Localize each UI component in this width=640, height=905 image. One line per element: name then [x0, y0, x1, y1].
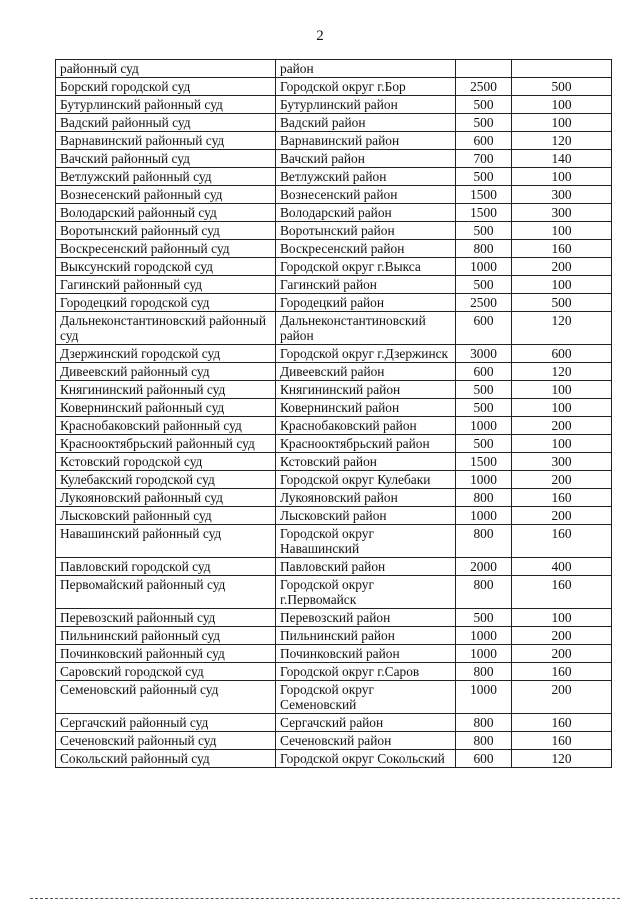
value-a-cell: 800: [456, 576, 512, 609]
court-cell: Вадский районный суд: [56, 114, 276, 132]
court-cell: Кулебакский городской суд: [56, 471, 276, 489]
value-b-cell: 300: [512, 186, 612, 204]
value-b-cell: 100: [512, 399, 612, 417]
value-b-cell: 200: [512, 627, 612, 645]
table-row: [56, 186, 612, 204]
value-b-cell: 300: [512, 204, 612, 222]
value-a-cell: 500: [456, 276, 512, 294]
court-cell: Городецкий городской суд: [56, 294, 276, 312]
value-b-cell: 200: [512, 645, 612, 663]
table-row: [56, 399, 612, 417]
court-cell: Варнавинский районный суд: [56, 132, 276, 150]
court-cell: Гагинский районный суд: [56, 276, 276, 294]
value-a-cell: 2000: [456, 558, 512, 576]
table-row: [56, 132, 612, 150]
value-a-cell: 800: [456, 240, 512, 258]
value-b-cell: 100: [512, 168, 612, 186]
table-row: [56, 732, 612, 750]
table-row: [56, 627, 612, 645]
value-b-cell: 160: [512, 732, 612, 750]
value-a-cell: 700: [456, 150, 512, 168]
table-row: [56, 276, 612, 294]
territory-cell: Воротынский район: [276, 222, 456, 240]
table-row: [56, 363, 612, 381]
territory-cell: Воскресенский район: [276, 240, 456, 258]
value-a-cell: 1000: [456, 627, 512, 645]
page-number: 2: [316, 28, 324, 44]
territory-cell: Перевозский район: [276, 609, 456, 627]
value-b-cell: [512, 60, 612, 78]
value-b-cell: 200: [512, 471, 612, 489]
value-a-cell: 600: [456, 312, 512, 345]
court-cell: Починковский районный суд: [56, 645, 276, 663]
territory-cell: Пильнинский район: [276, 627, 456, 645]
table-row: [56, 150, 612, 168]
value-a-cell: 800: [456, 714, 512, 732]
value-b-cell: 120: [512, 312, 612, 345]
value-a-cell: 1000: [456, 258, 512, 276]
table-row: [56, 558, 612, 576]
court-cell: Воротынский районный суд: [56, 222, 276, 240]
value-a-cell: 1000: [456, 507, 512, 525]
territory-cell: Сеченовский район: [276, 732, 456, 750]
value-a-cell: 3000: [456, 345, 512, 363]
value-b-cell: 120: [512, 132, 612, 150]
value-b-cell: 600: [512, 345, 612, 363]
value-b-cell: 160: [512, 663, 612, 681]
court-cell: Вознесенский районный суд: [56, 186, 276, 204]
table-row: [56, 381, 612, 399]
table-row: [56, 471, 612, 489]
courts-table: [55, 59, 612, 768]
table-row: [56, 525, 612, 558]
territory-cell: Городской округ Кулебаки: [276, 471, 456, 489]
court-cell: Княгининский районный суд: [56, 381, 276, 399]
value-b-cell: 100: [512, 222, 612, 240]
value-a-cell: 2500: [456, 78, 512, 96]
value-a-cell: 600: [456, 750, 512, 768]
value-a-cell: 1500: [456, 186, 512, 204]
court-cell: Кстовский городской суд: [56, 453, 276, 471]
table-row: [56, 645, 612, 663]
territory-cell: Городской округ г.Бор: [276, 78, 456, 96]
table-row: [56, 453, 612, 471]
territory-cell: Володарский район: [276, 204, 456, 222]
territory-cell: Городской округ г.Саров: [276, 663, 456, 681]
value-b-cell: 160: [512, 714, 612, 732]
territory-cell: Варнавинский район: [276, 132, 456, 150]
table-row: [56, 258, 612, 276]
value-b-cell: 120: [512, 750, 612, 768]
court-cell: Дивеевский районный суд: [56, 363, 276, 381]
table-row: [56, 96, 612, 114]
territory-cell: район: [276, 60, 456, 78]
value-a-cell: 500: [456, 435, 512, 453]
territory-cell: Кстовский район: [276, 453, 456, 471]
value-a-cell: [456, 60, 512, 78]
table-row: [56, 663, 612, 681]
value-a-cell: 800: [456, 663, 512, 681]
table-row: [56, 204, 612, 222]
territory-cell: Городской округ г.Первомайск: [276, 576, 456, 609]
territory-cell: Ковернинский район: [276, 399, 456, 417]
territory-cell: Городской округ г.Дзержинск: [276, 345, 456, 363]
table-row: [56, 114, 612, 132]
court-cell: Воскресенский районный суд: [56, 240, 276, 258]
value-b-cell: 160: [512, 240, 612, 258]
value-a-cell: 1500: [456, 453, 512, 471]
court-cell: Ковернинский районный суд: [56, 399, 276, 417]
table-row: [56, 609, 612, 627]
table-row: [56, 750, 612, 768]
value-a-cell: 500: [456, 609, 512, 627]
value-b-cell: 100: [512, 609, 612, 627]
territory-cell: Лысковский район: [276, 507, 456, 525]
territory-cell: Городской округ Навашинский: [276, 525, 456, 558]
value-a-cell: 800: [456, 525, 512, 558]
value-b-cell: 200: [512, 417, 612, 435]
territory-cell: Дальнеконстантиновский район: [276, 312, 456, 345]
court-cell: районный суд: [56, 60, 276, 78]
value-b-cell: 100: [512, 381, 612, 399]
court-cell: Сергачский районный суд: [56, 714, 276, 732]
value-b-cell: 300: [512, 453, 612, 471]
value-a-cell: 1000: [456, 417, 512, 435]
court-cell: Навашинский районный суд: [56, 525, 276, 558]
table-row: [56, 78, 612, 96]
value-b-cell: 200: [512, 258, 612, 276]
table-row: [56, 168, 612, 186]
value-b-cell: 500: [512, 294, 612, 312]
territory-cell: Вачский район: [276, 150, 456, 168]
value-a-cell: 600: [456, 132, 512, 150]
value-a-cell: 800: [456, 732, 512, 750]
value-a-cell: 1000: [456, 681, 512, 714]
value-a-cell: 500: [456, 168, 512, 186]
table-row: [56, 240, 612, 258]
court-cell: Дзержинский городской суд: [56, 345, 276, 363]
table-row: [56, 489, 612, 507]
court-cell: Лукояновский районный суд: [56, 489, 276, 507]
value-a-cell: 500: [456, 114, 512, 132]
territory-cell: Павловский район: [276, 558, 456, 576]
value-b-cell: 100: [512, 96, 612, 114]
table-row: [56, 681, 612, 714]
value-a-cell: 500: [456, 222, 512, 240]
court-cell: Перевозский районный суд: [56, 609, 276, 627]
value-a-cell: 500: [456, 381, 512, 399]
value-a-cell: 1500: [456, 204, 512, 222]
territory-cell: Городской округ г.Выкса: [276, 258, 456, 276]
court-cell: Дальнеконстантиновский районный суд: [56, 312, 276, 345]
territory-cell: Краснобаковский район: [276, 417, 456, 435]
table-row: [56, 222, 612, 240]
table-row: [56, 60, 612, 78]
court-cell: Семеновский районный суд: [56, 681, 276, 714]
value-b-cell: 200: [512, 681, 612, 714]
territory-cell: Сергачский район: [276, 714, 456, 732]
territory-cell: Городецкий район: [276, 294, 456, 312]
territory-cell: Городской округ Семеновский: [276, 681, 456, 714]
table-row: [56, 345, 612, 363]
court-cell: Лысковский районный суд: [56, 507, 276, 525]
value-b-cell: 160: [512, 576, 612, 609]
value-a-cell: 1000: [456, 471, 512, 489]
court-cell: Вачский районный суд: [56, 150, 276, 168]
territory-cell: Дивеевский район: [276, 363, 456, 381]
court-cell: Павловский городской суд: [56, 558, 276, 576]
value-a-cell: 500: [456, 399, 512, 417]
value-b-cell: 100: [512, 114, 612, 132]
territory-cell: Вадский район: [276, 114, 456, 132]
table-row: [56, 714, 612, 732]
value-b-cell: 500: [512, 78, 612, 96]
territory-cell: Починковский район: [276, 645, 456, 663]
court-cell: Саровский городской суд: [56, 663, 276, 681]
value-a-cell: 2500: [456, 294, 512, 312]
table-row: [56, 294, 612, 312]
court-cell: Володарский районный суд: [56, 204, 276, 222]
territory-cell: Княгининский район: [276, 381, 456, 399]
court-cell: Выксунский городской суд: [56, 258, 276, 276]
value-b-cell: 100: [512, 435, 612, 453]
value-a-cell: 800: [456, 489, 512, 507]
court-cell: Краснооктябрьский районный суд: [56, 435, 276, 453]
territory-cell: Гагинский район: [276, 276, 456, 294]
table-row: [56, 576, 612, 609]
territory-cell: Бутурлинский район: [276, 96, 456, 114]
table-row: [56, 507, 612, 525]
table-row: [56, 435, 612, 453]
value-b-cell: 160: [512, 489, 612, 507]
court-cell: Первомайский районный суд: [56, 576, 276, 609]
court-cell: Краснобаковский районный суд: [56, 417, 276, 435]
value-b-cell: 160: [512, 525, 612, 558]
value-b-cell: 200: [512, 507, 612, 525]
value-b-cell: 100: [512, 276, 612, 294]
value-b-cell: 120: [512, 363, 612, 381]
value-b-cell: 140: [512, 150, 612, 168]
value-b-cell: 400: [512, 558, 612, 576]
value-a-cell: 500: [456, 96, 512, 114]
court-cell: Борский городской суд: [56, 78, 276, 96]
court-cell: Пильнинский районный суд: [56, 627, 276, 645]
table-row: [56, 312, 612, 345]
court-cell: Сеченовский районный суд: [56, 732, 276, 750]
territory-cell: Лукояновский район: [276, 489, 456, 507]
value-a-cell: 600: [456, 363, 512, 381]
table-row: [56, 417, 612, 435]
footer-rule: [30, 898, 620, 899]
territory-cell: Краснооктябрьский район: [276, 435, 456, 453]
territory-cell: Вознесенский район: [276, 186, 456, 204]
territory-cell: Ветлужский район: [276, 168, 456, 186]
value-a-cell: 1000: [456, 645, 512, 663]
court-cell: Ветлужский районный суд: [56, 168, 276, 186]
court-cell: Бутурлинский районный суд: [56, 96, 276, 114]
court-cell: Сокольский районный суд: [56, 750, 276, 768]
territory-cell: Городской округ Сокольский: [276, 750, 456, 768]
